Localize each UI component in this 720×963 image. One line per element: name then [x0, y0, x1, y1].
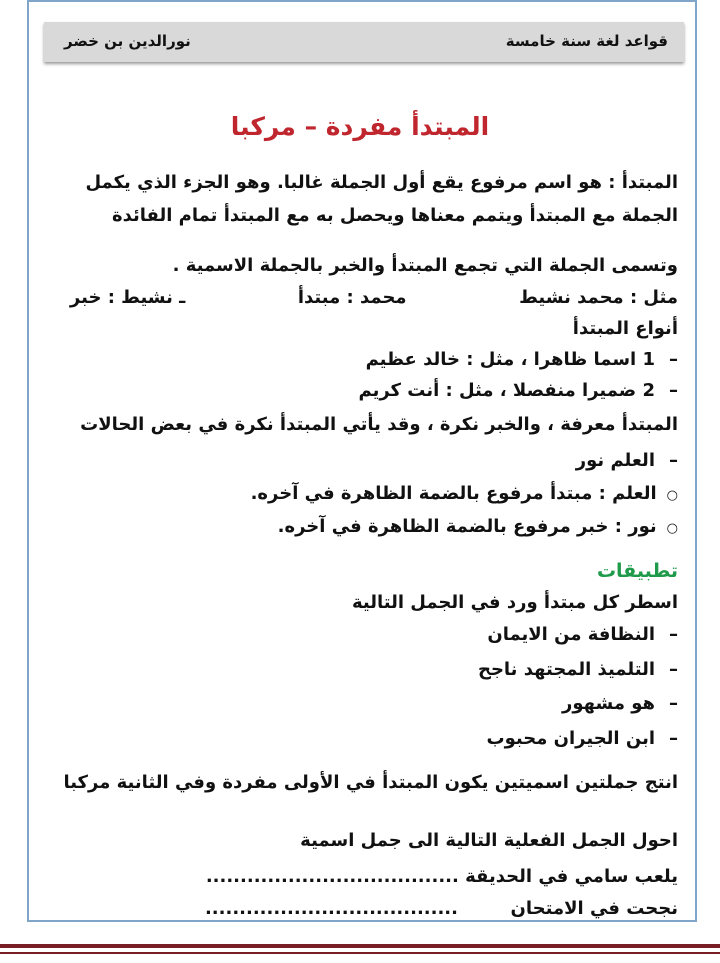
- example2-sentence: – العلم نور: [576, 450, 678, 471]
- definition-line-1: المبتدأ : هو اسم مرفوع يقع أول الجملة غالبا. وهو الجزء الذي يكمل: [85, 172, 678, 193]
- application-sentence: – النظافة من الايمان: [487, 624, 678, 645]
- convert-line-2: [205, 898, 678, 919]
- application-task-3: احول الجمل الفعلية التالية الى جمل اسمية: [300, 830, 678, 851]
- convert-line-1: [206, 866, 678, 887]
- applications-heading: تطبيقات: [596, 560, 678, 582]
- page-header: [44, 22, 684, 62]
- application-task-1: اسطر كل مبتدأ ورد في الجمل التالية: [351, 592, 678, 613]
- answer-dots: .....................................: [204, 898, 458, 919]
- note-line: المبتدأ معرفة ، والخبر نكرة ، وقد يأتي المبتدأ نكرة في بعض الحالات: [80, 414, 678, 435]
- application-sentence: – هو مشهور: [562, 693, 678, 714]
- types-heading: أنواع المبتدأ: [572, 318, 678, 339]
- application-sentence: – ابن الجيران محبوب: [487, 728, 678, 749]
- subject-label: قواعد لغة سنة خامسة: [505, 32, 668, 50]
- author-label: نورالدين بن خضر: [64, 32, 191, 50]
- answer-dots: .....................................: [205, 866, 459, 887]
- page-title: المبتدأ مفردة – مركبا: [230, 112, 490, 141]
- types-item-1: – 1 اسما ظاهرا ، مثل : خالد عظيم: [366, 349, 678, 370]
- example2-analysis-1: ○ العلم : مبتدأ مرفوع بالضمة الظاهرة في آخره.: [251, 483, 678, 504]
- example-part2: ـ نشيط : خبر: [69, 287, 186, 308]
- example-line: [70, 287, 678, 308]
- naming-sentence: وتسمى الجملة التي تجمع المبتدأ والخبر بالجملة الاسمية .: [172, 255, 678, 276]
- example2-analysis-2: ○ نور : خبر مرفوع بالضمة الظاهرة في آخره.: [278, 516, 678, 537]
- convert-sentence-1: يلعب سامي في الحديقة: [465, 866, 678, 887]
- example-part1: محمد : مبتدأ: [297, 287, 407, 308]
- types-item-2: – 2 ضميرا منفصلا ، مثل : أنت كريم: [358, 380, 678, 401]
- convert-sentence-2: نجحت في الامتحان: [510, 898, 678, 919]
- example-label: مثل : محمد نشيط: [519, 287, 678, 308]
- bottom-divider: [0, 952, 720, 954]
- application-sentence: – التلميذ المجتهد ناجح: [478, 659, 678, 680]
- definition-line-2: الجملة مع المبتدأ ويتمم معناها ويحصل به مع المبتدأ تمام الفائدة: [111, 205, 678, 226]
- application-task-2: انتج جملتين اسميتين يكون المبتدأ في الأولى مفردة وفي الثانية مركبا: [63, 772, 678, 793]
- bottom-divider: [0, 944, 720, 948]
